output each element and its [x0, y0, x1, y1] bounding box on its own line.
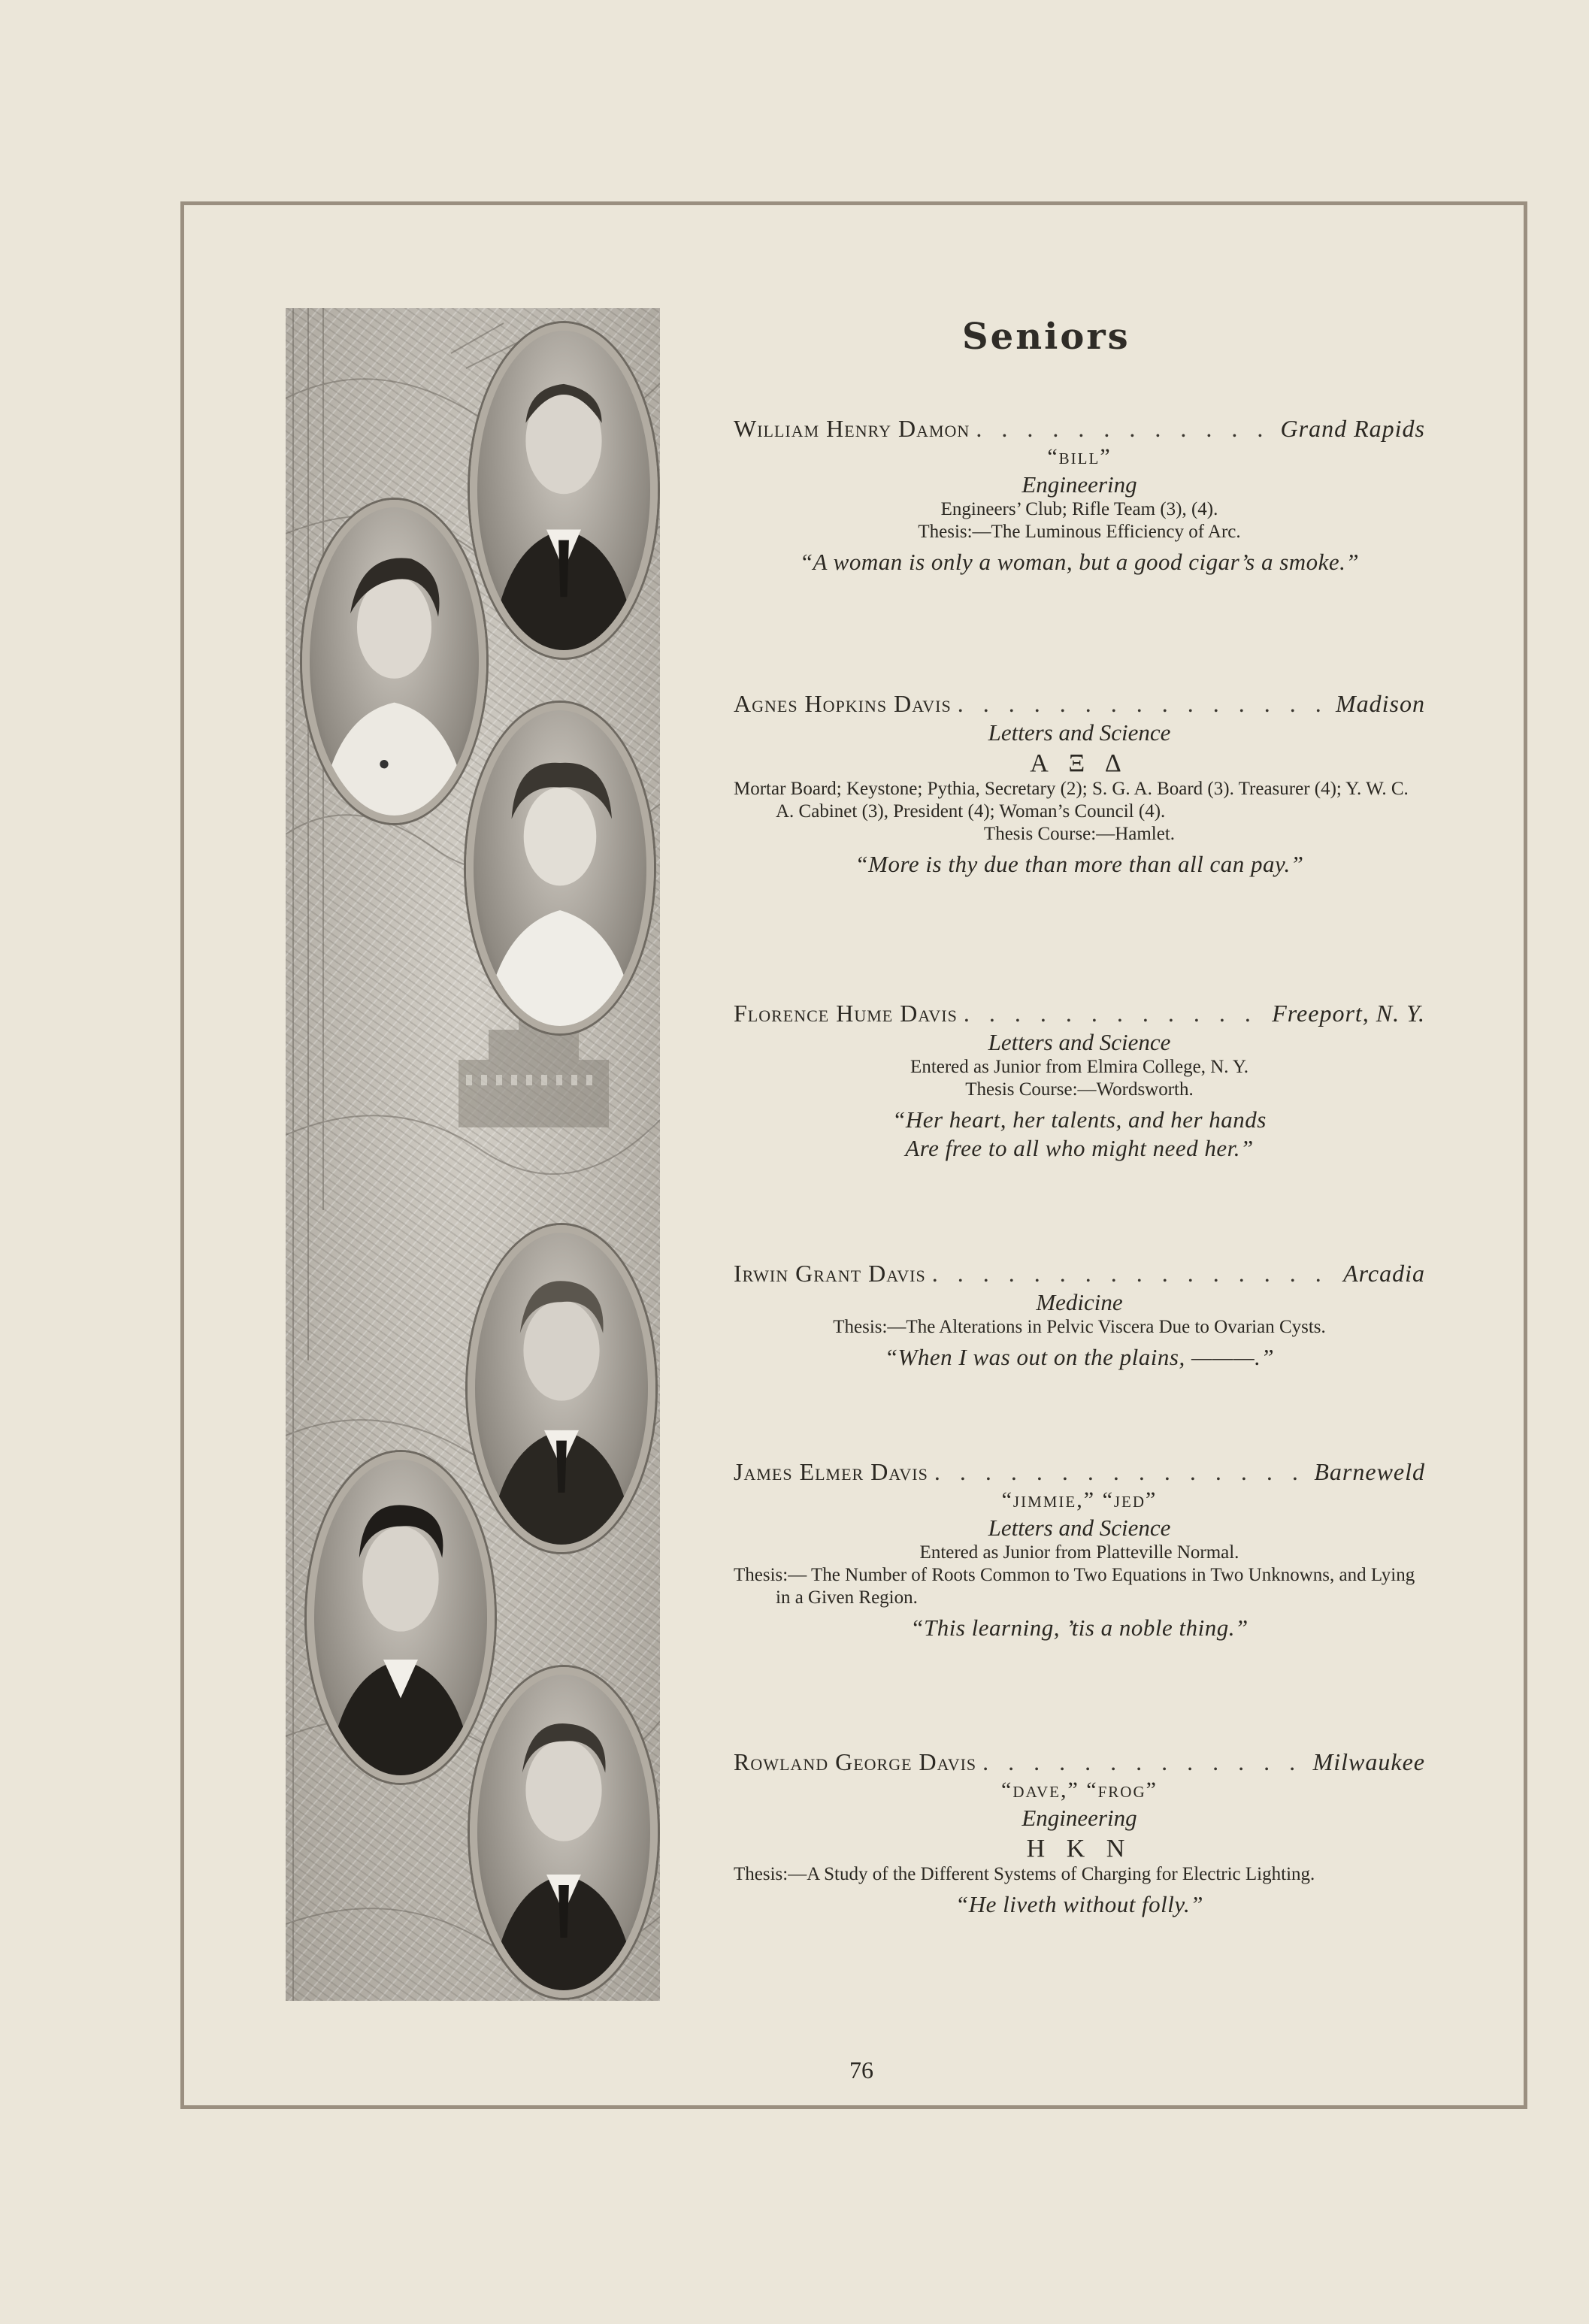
- thesis: Thesis:— The Number of Roots Common to Two Equations in Two Unknowns, and Lying in a Given Region.: [734, 1565, 1415, 1608]
- entry-florence-davis: [734, 1000, 1425, 1163]
- activities: Mortar Board; Keystone; Pythia, Secretary (2); S. G. A. Board (3). Treasurer (4); Y. W. C. A. Cabinet (3), President (4); Woman’s Council (4).: [734, 779, 1409, 822]
- name-line: [734, 1458, 1425, 1486]
- name-line: [734, 690, 1425, 718]
- quote: “More is thy due than more than all can pay.”: [855, 851, 1304, 877]
- page-heading: Seniors: [962, 316, 1130, 358]
- thesis: Thesis Course:—Wordsworth.: [965, 1079, 1194, 1100]
- hometown: Arcadia: [1343, 1260, 1425, 1287]
- name-line: [734, 1748, 1425, 1776]
- portrait-james-davis: [307, 1452, 495, 1783]
- course: Engineering: [1021, 471, 1137, 498]
- hometown: Barneweld: [1314, 1458, 1425, 1485]
- man-portrait-icon: [314, 1460, 487, 1775]
- student-name: Irwin Grant Davis: [734, 1260, 926, 1287]
- quote: “A woman is only a woman, but a good cigar’s a smoke.”: [799, 549, 1360, 575]
- quote: “This learning, ’tis a noble thing.”: [910, 1614, 1248, 1641]
- greek-letters: Η Κ Ν: [1026, 1835, 1133, 1863]
- leader-dots: [934, 1458, 1309, 1486]
- thesis: Thesis:—The Luminous Efficiency of Arc.: [918, 522, 1241, 542]
- entry-agnes-davis: [734, 690, 1425, 879]
- leader-dots: [964, 1000, 1266, 1027]
- leader-dots: [932, 1260, 1337, 1288]
- nickname: “jimmie,” “jed”: [1001, 1487, 1158, 1512]
- entry-james-davis: [734, 1458, 1425, 1642]
- portrait-irwin-davis: [468, 1225, 655, 1552]
- greek-letters: Α Ξ Δ: [1030, 749, 1129, 777]
- thesis: Thesis Course:—Hamlet.: [983, 824, 1176, 844]
- entry-rowland-davis: [734, 1748, 1425, 1919]
- thesis: Thesis:—A Study of the Different Systems of Charging for Electric Lighting.: [734, 1864, 1315, 1884]
- portrait-agnes-davis: [302, 500, 486, 823]
- page-number: 76: [849, 2056, 873, 2083]
- man-portrait-icon: [475, 1233, 648, 1545]
- student-name: William Henry Damon: [734, 415, 970, 442]
- thesis: Thesis:—The Alterations in Pelvic Viscera Due to Ovarian Cysts.: [833, 1317, 1326, 1337]
- portrait-florence-davis: [466, 703, 654, 1033]
- hometown: Freeport, N. Y.: [1272, 1000, 1425, 1027]
- leader-dots: [958, 690, 1330, 718]
- entry-irwin-davis: [734, 1260, 1425, 1372]
- name-line: [734, 1260, 1425, 1288]
- quote-line: Are free to all who might need her.”: [905, 1135, 1254, 1161]
- portrait-panel: [286, 308, 660, 2001]
- portrait-rowland-davis: [470, 1667, 658, 1998]
- man-portrait-icon: [477, 1675, 650, 1990]
- student-name: Rowland George Davis: [734, 1748, 977, 1775]
- hometown: Milwaukee: [1312, 1748, 1425, 1775]
- course: Medicine: [1036, 1289, 1123, 1315]
- name-line: [734, 1000, 1425, 1027]
- nickname: “bill”: [1047, 444, 1112, 469]
- student-name: Florence Hume Davis: [734, 1000, 958, 1027]
- hometown: Grand Rapids: [1280, 415, 1425, 442]
- course: Engineering: [1021, 1805, 1137, 1831]
- course: Letters and Science: [988, 1029, 1171, 1055]
- quote-line: “Her heart, her talents, and her hands: [892, 1106, 1267, 1133]
- quote: “When I was out on the plains, ———.”: [884, 1344, 1275, 1370]
- quote: “He liveth without folly.”: [955, 1891, 1203, 1917]
- student-name: Agnes Hopkins Davis: [734, 690, 952, 717]
- portrait-william-damon: [470, 323, 658, 658]
- course: Letters and Science: [988, 719, 1171, 746]
- woman-portrait-icon: [310, 507, 479, 816]
- leader-dots: [976, 415, 1274, 443]
- entry-william-damon: [734, 415, 1425, 576]
- entered-note: Entered as Junior from Platteville Normal.: [919, 1542, 1239, 1563]
- woman-portrait-icon: [474, 710, 646, 1026]
- name-line: [734, 415, 1425, 443]
- hometown: Madison: [1336, 690, 1425, 717]
- student-name: James Elmer Davis: [734, 1458, 928, 1485]
- leader-dots: [982, 1748, 1306, 1776]
- nickname: “dave,” “frog”: [1001, 1778, 1158, 1802]
- course: Letters and Science: [988, 1515, 1171, 1541]
- entered-note: Entered as Junior from Elmira College, N. Y.: [910, 1057, 1248, 1077]
- activities: Engineers’ Club; Rifle Team (3), (4).: [940, 499, 1218, 519]
- man-portrait-icon: [477, 331, 650, 650]
